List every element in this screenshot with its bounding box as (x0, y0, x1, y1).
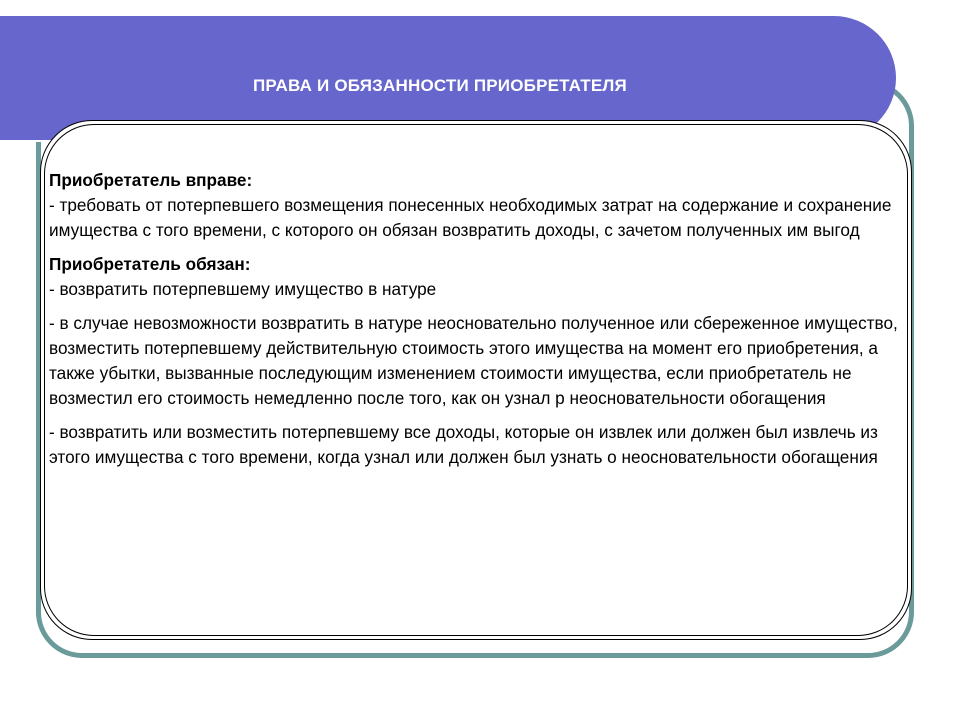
duties-paragraph (49, 252, 909, 302)
duty-paragraph (49, 420, 909, 470)
duty-item: - возвратить или возместить потерпевшему все доходы, которые он извлек или должен был извлечь из этого имущества с того времени, когда узнал или должен был узнать о неосновательности обогащения (49, 422, 878, 467)
rights-heading: Приобретатель вправе: (49, 170, 253, 190)
duties-heading: Приобретатель обязан: (49, 254, 251, 274)
rights-item: - требовать от потерпевшего возмещения понесенных необходимых затрат на содержание и сохранение имущества с того времени, с которого он обязан возвратить доходы, с зачетом полученных им выгод (49, 195, 892, 240)
duty-paragraph (49, 311, 909, 411)
slide-title: ПРАВА И ОБЯЗАННОСТИ ПРИОБРЕТАТЕЛЯ (253, 76, 627, 95)
duty-item: - возвратить потерпевшему имущество в натуре (49, 279, 437, 299)
rights-paragraph (49, 168, 909, 243)
duty-item: - в случае невозможности возвратить в натуре неосновательно полученное или сбереженное имущество, возместить потерпевшему действительную стоимость этого имущества на момент его приобретения, а также убытки, вызванные последующим изменением стоимости имущества, если приобретатель не возместил его стоимость немедленно после того, как он узнал р неосновательности обогащения (49, 313, 898, 408)
slide-body (49, 168, 909, 479)
